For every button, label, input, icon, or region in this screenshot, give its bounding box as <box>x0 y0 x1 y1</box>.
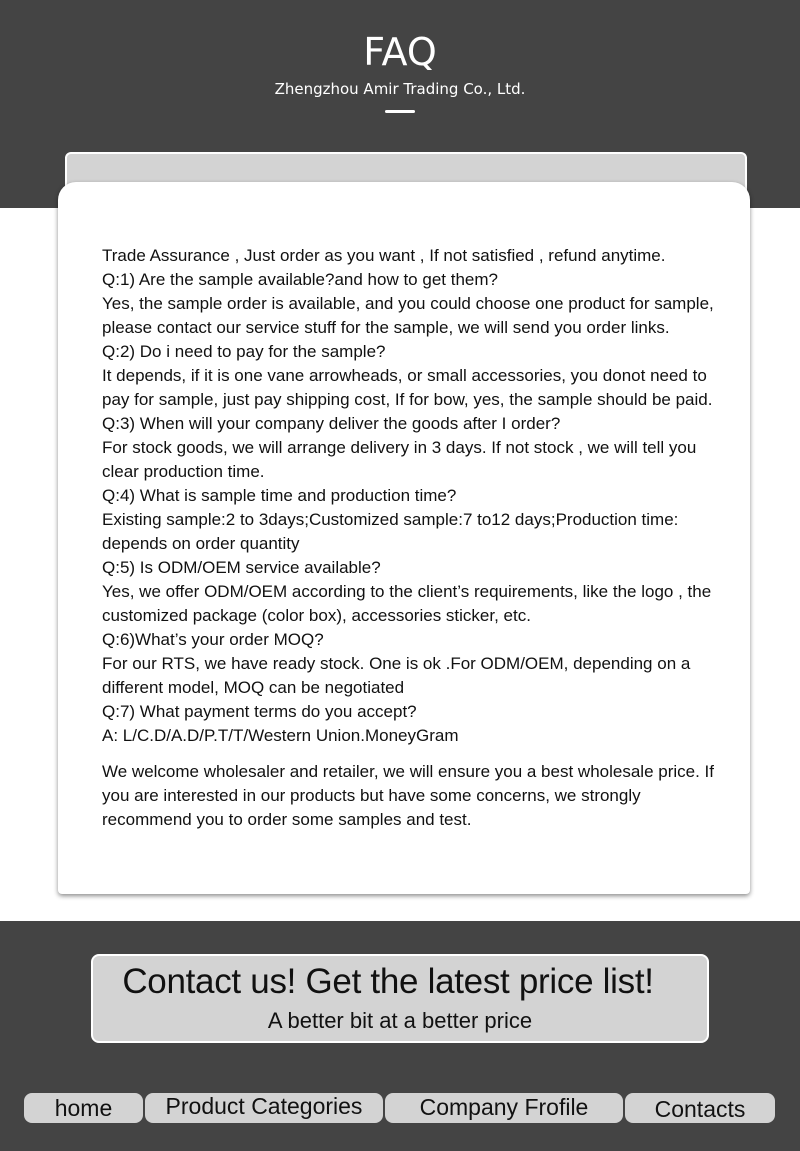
faq-answer-6: For our RTS, we have ready stock. One is ok .For ODM/OEM, depending on a different model, MOQ can be negotiated <box>102 654 691 697</box>
faq-closing: We welcome wholesaler and retailer, we will ensure you a best wholesale price. If you are interested in our products but have some concerns, we strongly recommend you to order some samples and test. <box>102 762 714 829</box>
faq-card <box>58 182 750 894</box>
contact-headline: Contact us! Get the latest price list! <box>122 962 654 1001</box>
nav-contacts-button[interactable]: Contacts <box>625 1093 775 1123</box>
faq-answer-1: Yes, the sample order is available, and you could choose one product for sample, please contact our service stuff for the sample, we will send you order links. <box>102 294 714 337</box>
faq-content <box>102 244 722 832</box>
company-name: Zhengzhou Amir Trading Co., Ltd. <box>274 80 526 98</box>
title-divider <box>385 110 415 113</box>
faq-intro: Trade Assurance , Just order as you want , If not satisfied , refund anytime. <box>102 246 666 265</box>
faq-question-2: Q:2) Do i need to pay for the sample? <box>102 342 386 361</box>
nav-home-button[interactable]: home <box>24 1093 143 1123</box>
faq-question-4: Q:4) What is sample time and production time? <box>102 486 457 505</box>
faq-answer-3: For stock goods, we will arrange delivery in 3 days. If not stock , we will tell you clear production time. <box>102 438 697 481</box>
contact-banner[interactable] <box>91 954 709 1043</box>
faq-answer-7: A: L/C.D/A.D/P.T/T/Western Union.MoneyGram <box>102 726 459 745</box>
nav-company-profile-button[interactable]: Company Frofile <box>385 1093 623 1123</box>
faq-question-1: Q:1) Are the sample available?and how to get them? <box>102 270 498 289</box>
faq-answer-4: Existing sample:2 to 3days;Customized sample:7 to12 days;Production time: depends on order quantity <box>102 510 679 553</box>
contact-tagline: A better bit at a better price <box>267 1008 533 1033</box>
faq-answer-2: It depends, if it is one vane arrowheads, or small accessories, you donot need to pay for sample, just pay shipping cost, If for bow, yes, the sample should be paid. <box>102 366 713 409</box>
faq-answer-5: Yes, we offer ODM/OEM according to the client’s requirements, like the logo , the customized package (color box), accessories sticker, etc. <box>102 582 712 625</box>
faq-question-6: Q:6)What’s your order MOQ? <box>102 630 324 649</box>
faq-question-3: Q:3) When will your company deliver the goods after I order? <box>102 414 561 433</box>
nav-product-categories-button[interactable]: Product Categories <box>145 1093 383 1123</box>
faq-question-7: Q:7) What payment terms do you accept? <box>102 702 417 721</box>
faq-question-5: Q:5) Is ODM/OEM service available? <box>102 558 381 577</box>
page-title: FAQ <box>363 30 437 74</box>
